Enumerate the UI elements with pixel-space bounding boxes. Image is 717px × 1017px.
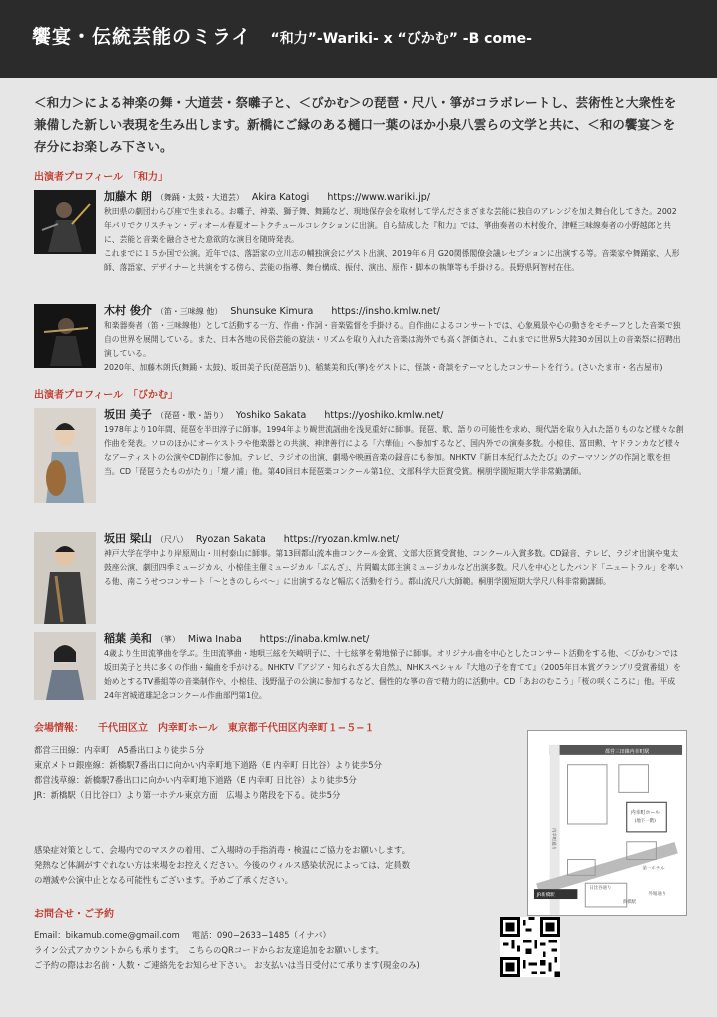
performer-photo bbox=[34, 408, 96, 503]
performer-url-link[interactable]: https://inaba.kmlw.net/ bbox=[259, 634, 370, 645]
notice-line: 感染症対策として、会場内でのマスクの着用、ご入場時の手指消毒・検温にご協力をお願いします。 bbox=[34, 845, 411, 855]
profile-kimura bbox=[34, 304, 684, 384]
venue-access-list bbox=[34, 743, 494, 803]
performer-role: （琵琶・歌・語り） bbox=[155, 411, 228, 420]
contact-heading: お問合せ・ご予約 bbox=[34, 909, 114, 920]
performer-photo bbox=[34, 632, 96, 700]
performer-romaji: Yoshiko Sakata bbox=[235, 410, 307, 421]
map-label: 日比谷通り bbox=[589, 886, 612, 892]
map-label: JR新橋駅 bbox=[536, 893, 555, 899]
venue-label: 会場情報： bbox=[34, 723, 84, 734]
covid-notice bbox=[34, 843, 494, 888]
contact-info bbox=[34, 928, 504, 973]
performer-bio: 4歳より生田流箏曲を学ぶ。生田流箏曲・地唄三絃を矢崎明子に、十七絃箏を菊地悌子に師事。オリジナル曲を中心としたコンサート活動をする他、＜びかむ＞では坂田美子と共に多くの作曲・編曲を手がける。NHKTV『アジア・知られざる大自然』、NHKスペシャル『大地の子を育てて』（2005年日本賞グランプリ受賞番組）を始めとするTV番組等の音楽制作や、小椋佳、浅野温子の公演に参加するなど、個性的な箏の音で精力的に活動中。CD「あおのむこう」「桜の咲くころに」他。平成24年宮城道雄記念コンクール作曲部門第1位。 bbox=[104, 649, 681, 700]
venue-heading bbox=[34, 719, 375, 734]
profile-yoshiko-sakata bbox=[34, 408, 684, 520]
intro-text: ＜和力＞による神楽の舞・大道芸・祭囃子と、＜びかむ＞の琵琶・尺八・箏がコラボレートし、芸術性と大衆性を兼備した新しい表現を生み出します。新橋にご縁のある樋口一葉のほか小泉八雲らの文学と共に、＜和の饗宴＞を存分にお楽しみ下さい。 bbox=[34, 95, 677, 154]
contact-reserve-text: ご予約の際はお名前・人数・ご連絡先をお知らせ下さい。 お支払いは当日受付にて承ります(現金のみ) bbox=[34, 960, 420, 970]
contact-phone: 電話：090−2633−1485（イナバ） bbox=[191, 930, 331, 940]
contact-line-text: ライン公式アカウントからも承ります。 こちらのQRコードからお友達追加をお願いします。 bbox=[34, 945, 384, 955]
map-label: 第一ホテル bbox=[642, 866, 665, 872]
performer-name: 加藤木 朗 bbox=[104, 190, 152, 203]
performer-photo bbox=[34, 304, 96, 368]
performer-bio: 神戸大学在学中より岸原周山・川村泰山に師事。第13回都山流本曲コンクール金賞、文部大臣賞受賞他、コンクール入賞多数。CD録音、テレビ、ラジオ出演や鬼太鼓座公演、劇団四季ミュージカル、小椋佳主催ミュージカル「ぶんざ」、片岡鶴太郎主演ミュージカルなど出演多数。尺八を中心としたバンド「ニュートラル」を率いる他、南こうせつコンサート「〜ときのしらべ〜」に出演するなど幅広く活動を行う。都山流尺八大師範。桐朋学園短期大学尺八科非常勤講師。 bbox=[104, 549, 684, 586]
map-label: 内幸町ホール bbox=[630, 810, 661, 817]
performer-bio: 和楽器奏者（笛・三味線他）として活動する一方、作曲・作詞・音楽監督を手掛ける。自作曲によるコンサートでは、心象風景や心の動きをモチーフとした音楽で独自の世界を展開している。また、日本各地の民俗芸能の旋法・リズムを取り入れた音楽は海外でも高く評価され、これまでに世界5大陸30カ国以上の音楽祭に招聘出演している。 2020年、加藤木朗氏(舞踊・太鼓)、坂田美子氏(琵琶語り)、稲葉美和氏(箏)をゲストに、怪談・奇談をテーマとしたコンサートを行う。(さいたま市・名古屋市) bbox=[104, 321, 681, 372]
performer-name: 木村 俊介 bbox=[104, 304, 152, 317]
notice-line: 発熱など体調がすぐれない方は来場をお控えください。今後のウィルス感染状況によっては、定員数 bbox=[34, 860, 411, 870]
access-line: JR：新橋駅（日比谷口）より第一ホテル東京方面 広場より階段を下る。徒歩5分 bbox=[34, 790, 341, 800]
section-heading-wariki: 出演者プロフィール 「和力」 bbox=[34, 172, 168, 183]
map-label: 内幸町通り bbox=[550, 827, 556, 851]
performer-romaji: Shunsuke Kimura bbox=[230, 306, 314, 317]
line-qr-code[interactable] bbox=[500, 917, 560, 977]
performer-bio: 1978年より10年間、琵琶を半田淳子に師事。1994年より観世流謡曲を浅見重好に師事。琵琶、歌、語りの可能性を求め、現代語を取り入れた語りものなど様々な創作曲を発表。ソロのほかにオーケストラや他楽器との共演、神津善行による「六華仙」へ参加するなど、国内外での演奏多数。小椋佳、冨田勲、ヤドランカなど様々なアーティストの公演やCD制作に参加。テレビ、ラジオの出演、劇場や映画音楽の録音にも参加。NHKTV『新日本紀行ふたたび』のテーマソングの作詞と歌を担当。CD「琵琶うたものがたり」「壇ノ浦」他。第40回日本琵琶楽コンクール第1位、文部科学大臣賞受賞。桐朋学園短期大学非常勤講師。 bbox=[104, 425, 684, 476]
performer-romaji: Miwa Inaba bbox=[187, 634, 242, 645]
performer-url-link[interactable]: https://www.wariki.jp/ bbox=[327, 192, 431, 203]
performer-url-link[interactable]: https://yoshiko.kmlw.net/ bbox=[324, 410, 444, 421]
performer-name: 坂田 美子 bbox=[104, 408, 152, 421]
profile-ryozan-sakata bbox=[34, 532, 684, 627]
page-title: 饗宴・伝統芸能のミライ bbox=[32, 26, 252, 48]
contact-email-link[interactable]: Email：bikamub.come@gmail.com bbox=[34, 930, 180, 940]
performer-role: （尺八） bbox=[155, 535, 188, 544]
access-line: 都営三田線：内幸町 A5番出口より徒歩５分 bbox=[34, 745, 205, 755]
notice-line: の増減や公演中止となる可能性もございます。予めご了承ください。 bbox=[34, 875, 293, 885]
performer-bio: 秋田県の劇団わらび座で生まれる。お囃子、神楽、獅子舞、舞踊など、現地保存会を取材して学んださまざまな芸能に独自のアレンジを加え舞台化してきた。2002年パリでクリスチャン・ディオール春夏オートクチュールコレクションに出演。自ら結成した『和力』では、箏曲奏者の木村俊介、津軽三味線奏者の小野越郎と共に、芸能と音楽を融合させた意欲的な演目を随時発表。 これまでに１５か国で公演。近年では、落語家の立川志の輔独演会にゲスト出演、2019年６月 G20関係閣僚会議レセプションに出演する等。音楽家や舞踊家、人形師、落語家、デザイナーと共演をする傍ら、芸能の指導、舞台構成、振付、演出、原作・脚本の執筆等も手掛ける。長野県阿智村在住。 bbox=[104, 207, 680, 272]
performer-url-link[interactable]: https://insho.kmlw.net/ bbox=[331, 306, 440, 317]
profile-katogi bbox=[34, 190, 684, 295]
map-label: 新橋駅 bbox=[622, 899, 637, 905]
performer-photo bbox=[34, 532, 96, 624]
performer-role: （舞踊・太鼓・大道芸） bbox=[155, 193, 244, 202]
performer-url-link[interactable]: https://ryozan.kmlw.net/ bbox=[283, 534, 400, 545]
venue-map bbox=[527, 730, 687, 916]
performer-romaji: Akira Katogi bbox=[251, 192, 310, 203]
performer-role: （箏） bbox=[155, 635, 180, 644]
performer-romaji: Ryozan Sakata bbox=[195, 534, 266, 545]
map-label: (地下一階) bbox=[634, 819, 656, 825]
access-line: 東京メトロ銀座線：新橋駅7番出口に向かい内幸町地下道路（E 内幸町 日比谷）より徒歩5分 bbox=[34, 760, 382, 770]
performer-name: 稲葉 美和 bbox=[104, 632, 152, 645]
page-subtitle: “和力”-Wariki- x “びかむ” -B come- bbox=[270, 31, 532, 47]
venue-address: 千代田区立 内幸町ホール 東京都千代田区内幸町１−５−１ bbox=[98, 723, 375, 734]
profile-miwa-inaba bbox=[34, 632, 684, 712]
performer-role: （笛・三味線 他） bbox=[155, 307, 223, 316]
performer-photo bbox=[34, 190, 96, 254]
map-label: 外堀通り bbox=[648, 892, 667, 898]
header-banner bbox=[0, 0, 717, 78]
map-label: 都営三田線内幸町駅 bbox=[605, 748, 650, 755]
access-line: 都営浅草線：新橋駅7番出口に向かい内幸町地下道路（E 内幸町 日比谷）より徒歩5分 bbox=[34, 775, 357, 785]
performer-name: 坂田 梁山 bbox=[104, 532, 152, 545]
section-heading-bikamu: 出演者プロフィール 「びかむ」 bbox=[34, 390, 178, 401]
